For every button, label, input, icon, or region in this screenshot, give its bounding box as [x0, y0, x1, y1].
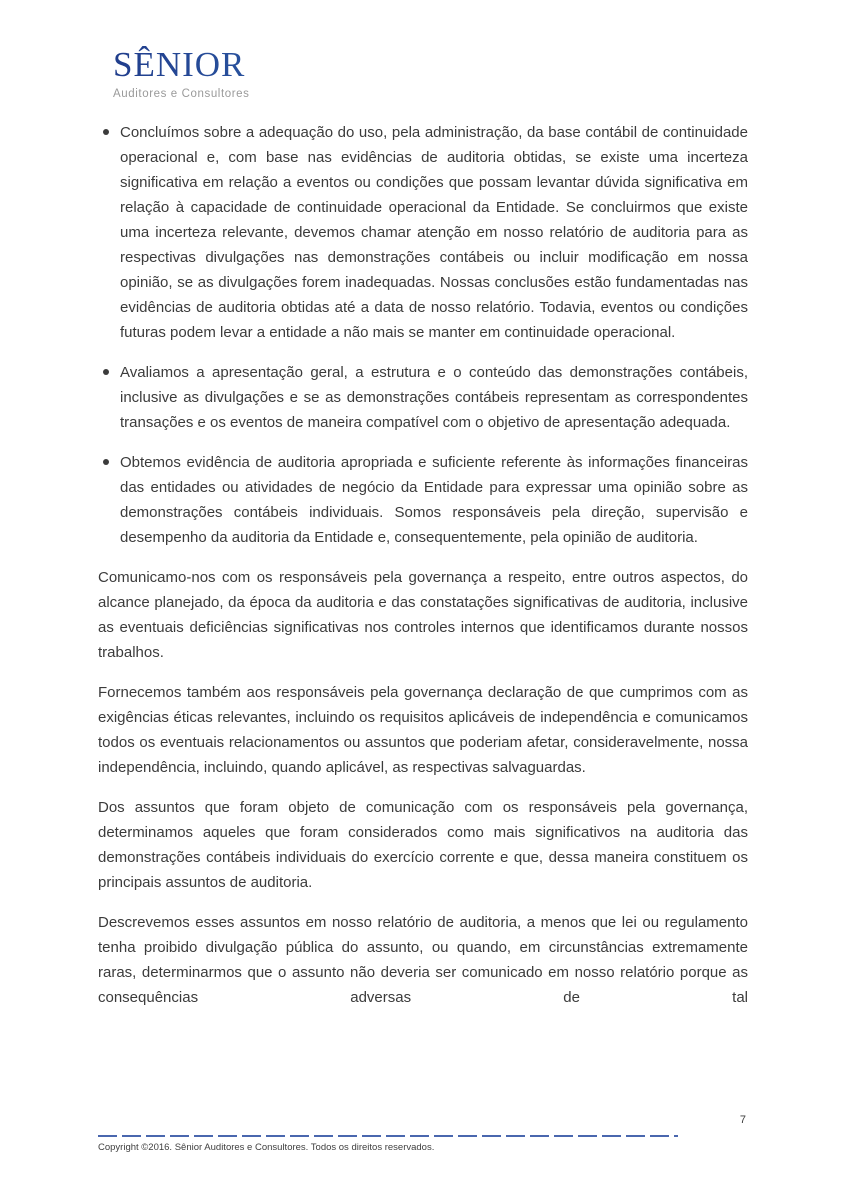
copyright-text: Copyright ©2016. Sênior Auditores e Consultores. Todos os direitos reservados. [98, 1142, 435, 1153]
footer-rule [98, 1135, 678, 1137]
logo-title: SÊNIOR [113, 46, 849, 84]
body-paragraph-governance-communication: Comunicamo-nos com os responsáveis pela governança a respeito, entre outros aspectos, do alcance planejado, da época da auditoria e das constatações significativas de auditoria, inclusive as eventuais deficiências significativas nos controles internos que identificamos durante nossos trabalhos. [98, 569, 748, 661]
body-paragraph-disclosure: Descrevemos esses assuntos em nosso relatório de auditoria, a menos que lei ou regulamento tenha proibido divulgação pública do assunto, ou quando, em circunstâncias extremamente raras, determinarmos que o assunto não deveria ser comunicado em nosso relatório porque as consequências adversas de tal [98, 914, 748, 1006]
bullet-paragraph-continuity: Concluímos sobre a adequação do uso, pela administração, da base contábil de continuidade operacional e, com base nas evidências de auditoria obtidas, se existe uma incerteza significativa em relação a eventos ou condições que possam levantar dúvida significativa em relação à capacidade de continuidade operacional da Entidade. Se concluirmos que existe uma incerteza relevante, devemos chamar atenção em nosso relatório de auditoria para as respectivas divulgações nas demonstrações contábeis ou incluir modificação em nossa opinião, se as divulgações forem inadequadas. Nossas conclusões estão fundamentadas nas evidências de auditoria obtidas até a data de nosso relatório. Todavia, eventos ou condições futuras podem levar a entidade a não mais se manter em continuidade operacional. [120, 124, 748, 341]
body-paragraph-key-audit-matters: Dos assuntos que foram objeto de comunicação com os responsáveis pela governança, determinamos aqueles que foram considerados como mais significativos na auditoria das demonstrações contábeis individuais do exercício corrente e que, dessa maneira constituem os principais assuntos de auditoria. [98, 799, 748, 891]
document-body [98, 120, 748, 1010]
bullet-item [98, 120, 748, 345]
bullet-icon [103, 459, 109, 465]
bullet-paragraph-presentation: Avaliamos a apresentação geral, a estrutura e o conteúdo das demonstrações contábeis, inclusive as divulgações e se as demonstrações contábeis representam as correspondentes transações e os eventos de maneira compatível com o objetivo de apresentação adequada. [120, 364, 748, 431]
logo [113, 46, 849, 101]
page-number: 7 [739, 1114, 746, 1126]
bullet-icon [103, 369, 109, 375]
bullet-item [98, 450, 748, 550]
page-footer [98, 1114, 748, 1154]
bullet-icon [103, 129, 109, 135]
logo-subtitle: Auditores e Consultores [113, 88, 250, 100]
bullet-item [98, 360, 748, 435]
bullet-list [98, 120, 748, 550]
bullet-paragraph-evidence: Obtemos evidência de auditoria apropriada e suficiente referente às informações financeiras das entidades ou atividades de negócio da Entidade para expressar uma opinião sobre as demonstrações contábeis individuais. Somos responsáveis pela direção, supervisão e desempenho da auditoria da Entidade e, consequentemente, pela opinião de auditoria. [120, 454, 748, 546]
body-paragraph-ethics-declaration: Fornecemos também aos responsáveis pela governança declaração de que cumprimos com as exigências éticas relevantes, incluindo os requisitos aplicáveis de independência e comunicamos todos os eventuais relacionamentos ou assuntos que poderiam afetar, consideravelmente, nossa independência, incluindo, quando aplicável, as respectivas salvaguardas. [98, 684, 748, 776]
